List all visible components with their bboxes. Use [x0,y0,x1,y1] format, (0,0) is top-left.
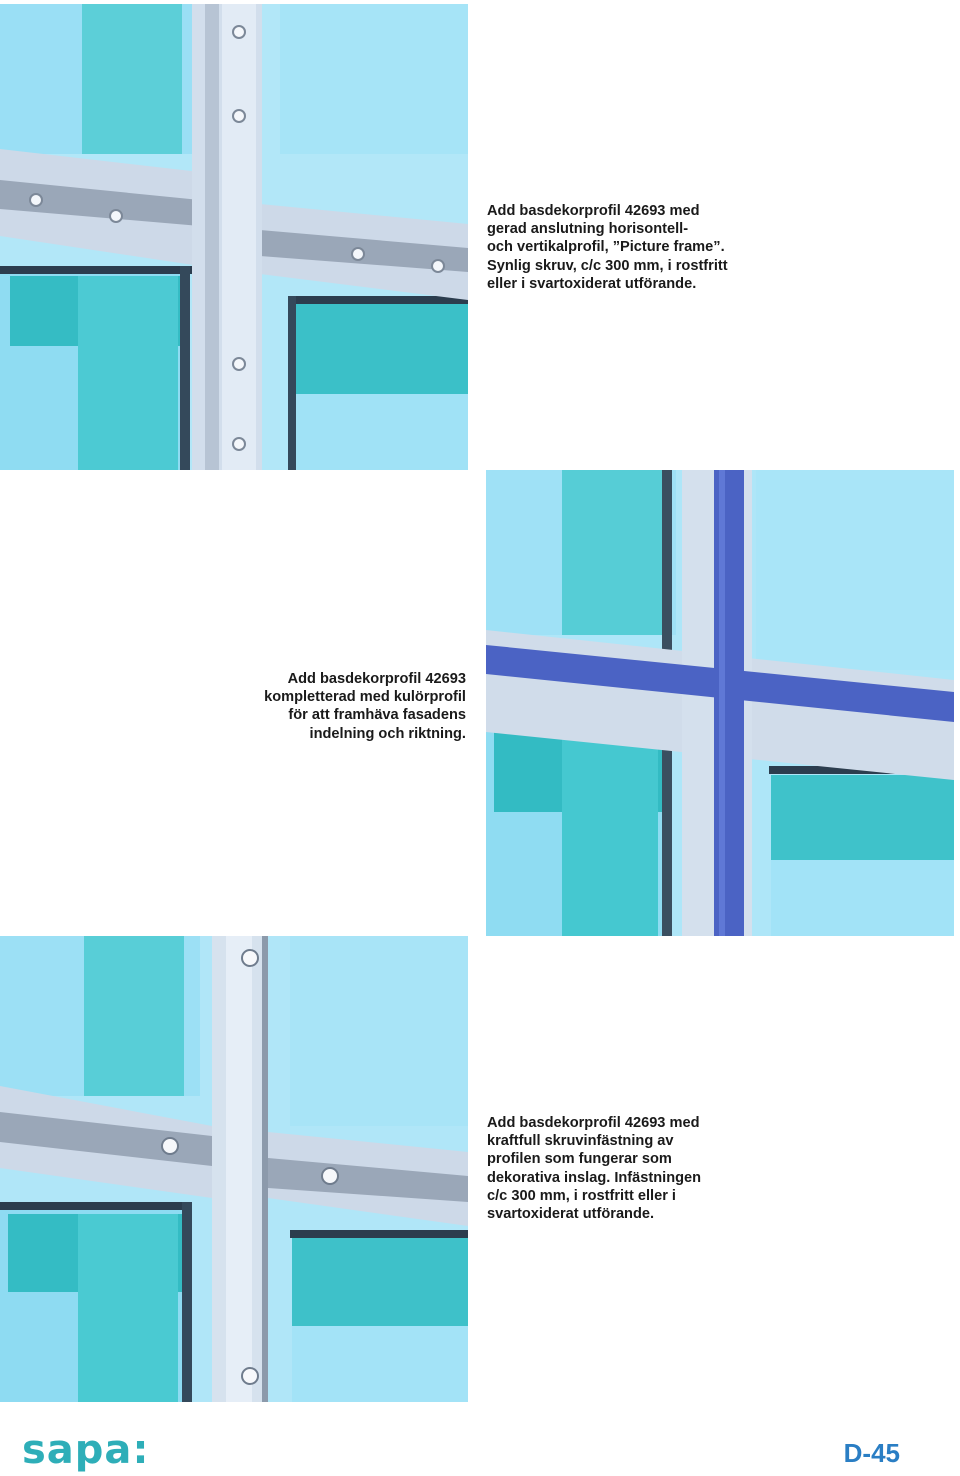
facade-image-colour-profile [486,470,954,936]
logo-text: sapa [22,1427,133,1473]
caption-colour-profile: Add basdekorprofil 42693 kompletterad med kulörprofil för att framhäva fasadens indelning och riktning. [264,671,466,742]
page-number: D-45 [843,1438,900,1468]
logo-colon: : [132,1427,150,1473]
caption-screw-fastening: Add basdekorprofil 42693 med kraftfull skruvinfästning av profilen som fungerar som dekorativa inslag. Infästningen c/c 300 mm, i rostfritt eller i svartoxiderat utförande. [487,1115,702,1223]
facade-image-picture-frame [0,4,468,470]
facade-image-screw-fastening [0,936,468,1402]
sapa-logo [22,1428,149,1472]
caption-picture-frame: Add basdekorprofil 42693 med gerad anslutning horisontell- och vertikalprofil, ”Picture frame”. Synlig skruv, c/c 300 mm, i rostfritt eller i svartoxiderat utförande. [487,203,728,292]
